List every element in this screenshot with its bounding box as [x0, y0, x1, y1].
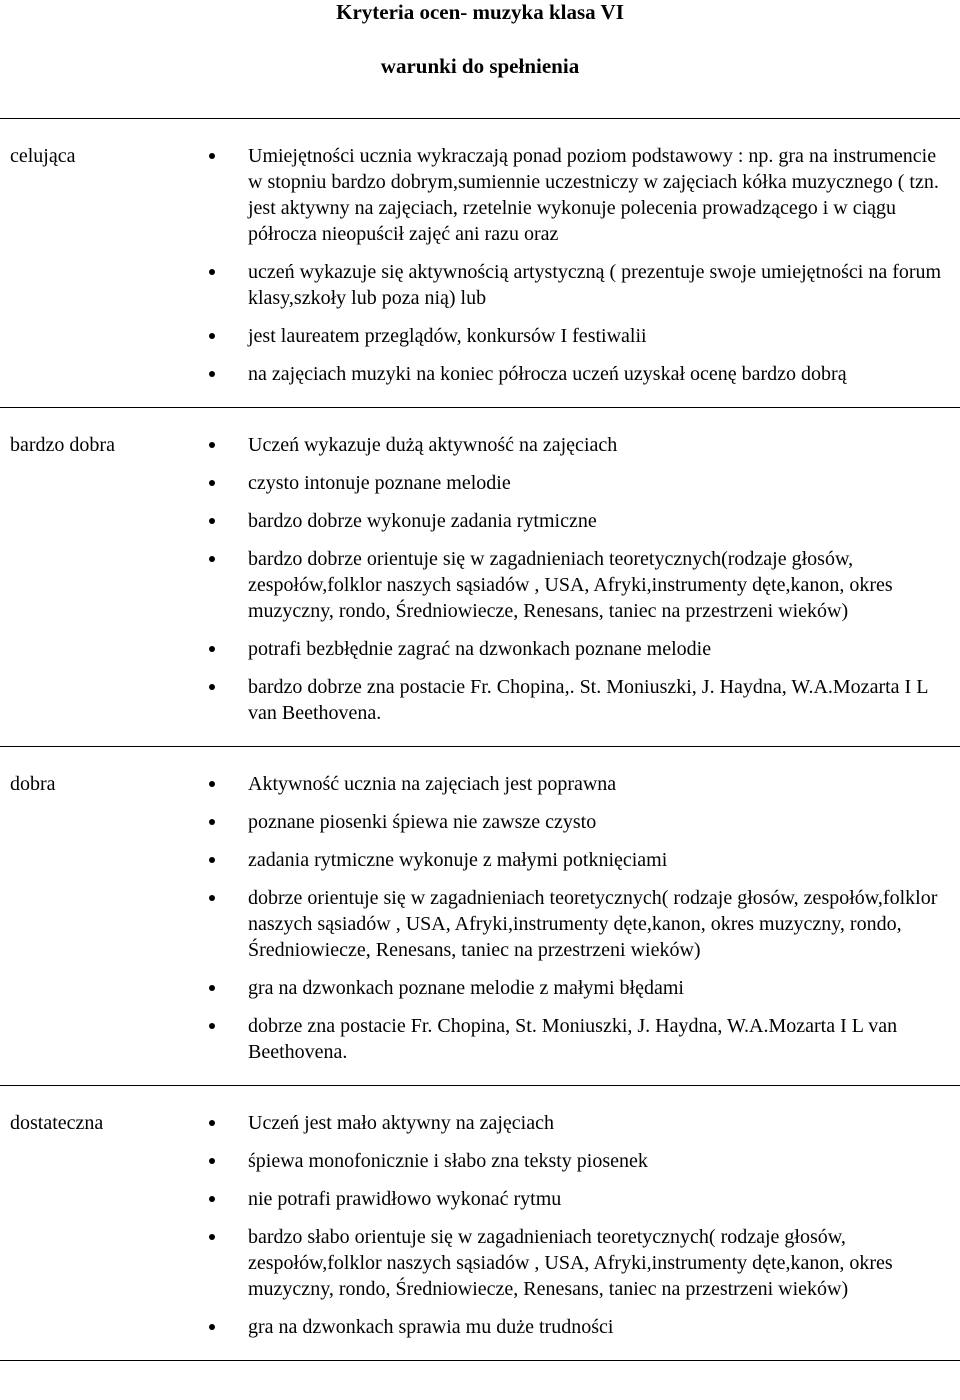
grade-name: dostateczna [10, 1112, 104, 1134]
criterion-item: Uczeń jest mało aktywny na zajęciach [248, 1110, 950, 1136]
grade-row-celujaca [0, 119, 960, 408]
criterion-item: Umiejętności ucznia wykraczają ponad poziom podstawowy : np. gra na instrumencie w stopniu bardzo dobrym,sumiennie uczestniczy w zajęciach kółka muzycznego ( tzn. jest aktywny na zajęciach, rzetelnie wykonuje polecenia prowadzącego i w ciągu półrocza nieopuścił zajęć ani razu oraz [248, 143, 950, 247]
criterion-item: na zajęciach muzyki na koniec półrocza uczeń uzyskał ocenę bardzo dobrą [248, 361, 950, 387]
criterion-item: Aktywność ucznia na zajęciach jest poprawna [248, 771, 950, 797]
criterion-item: dobrze orientuje się w zagadnieniach teoretycznych( rodzaje głosów, zespołów,folklor naszych sąsiadów , USA, Afryki,instrumenty dęte,kanon, okres muzyczny, rondo, Średniowiecze, Renesans, taniec na przestrzeni wieków) [248, 885, 950, 963]
criterion-item: bardzo słabo orientuje się w zagadnieniach teoretycznych( rodzaje głosów, zespołów,folklor naszych sąsiadów , USA, Afryki,instrumenty dęte,kanon, okres muzyczny, rondo, Średniowiecze, Renesans, taniec na przestrzeni wieków) [248, 1224, 950, 1302]
criterion-item: bardzo dobrze zna postacie Fr. Chopina,. St. Moniuszki, J. Haydna, W.A.Mozarta I L van Beethovena. [248, 674, 950, 726]
grade-name: celująca [10, 145, 76, 167]
criteria-list [193, 1086, 960, 1360]
criteria-list [193, 747, 960, 1085]
grade-row-bardzo-dobra [0, 408, 960, 747]
criterion-item: nie potrafi prawidłowo wykonać rytmu [248, 1186, 950, 1212]
criterion-item: gra na dzwonkach poznane melodie z małymi błędami [248, 975, 950, 1001]
criteria-list [193, 119, 960, 407]
criterion-item: dobrze zna postacie Fr. Chopina, St. Moniuszki, J. Haydna, W.A.Mozarta I L van Beethovena. [248, 1013, 950, 1065]
criterion-item: bardzo dobrze orientuje się w zagadnieniach teoretycznych(rodzaje głosów, zespołów,folklor naszych sąsiadów , USA, Afryki,instrumenty dęte,kanon, okres muzyczny, rondo, Średniowiecze, Renesans, taniec na przestrzeni wieków) [248, 546, 950, 624]
criterion-item: czysto intonuje poznane melodie [248, 470, 950, 496]
criterion-item: Uczeń wykazuje dużą aktywność na zajęciach [248, 432, 950, 458]
criteria-list [193, 408, 960, 746]
criterion-item: poznane piosenki śpiewa nie zawsze czysto [248, 809, 950, 835]
criterion-item: gra na dzwonkach sprawia mu duże trudności [248, 1314, 950, 1340]
criterion-item: zadania rytmiczne wykonuje z małymi potknięciami [248, 847, 950, 873]
criterion-item: potrafi bezbłędnie zagrać na dzwonkach poznane melodie [248, 636, 950, 662]
criterion-item: jest laureatem przeglądów, konkursów I festiwalii [248, 323, 950, 349]
grade-name: bardzo dobra [10, 434, 115, 456]
grade-row-dobra [0, 747, 960, 1086]
criterion-item: uczeń wykazuje się aktywnością artystyczną ( prezentuje swoje umiejętności na forum klasy,szkoły lub poza nią) lub [248, 259, 950, 311]
grading-criteria-table [0, 118, 960, 1361]
document-title: Kryteria ocen- muzyka klasa VI [336, 0, 624, 24]
grade-name: dobra [10, 773, 56, 795]
criterion-item: bardzo dobrze wykonuje zadania rytmiczne [248, 508, 950, 534]
grade-row-dostateczna [0, 1086, 960, 1361]
document-subtitle: warunki do spełnienia [380, 54, 580, 78]
criterion-item: śpiewa monofonicznie i słabo zna teksty piosenek [248, 1148, 950, 1174]
